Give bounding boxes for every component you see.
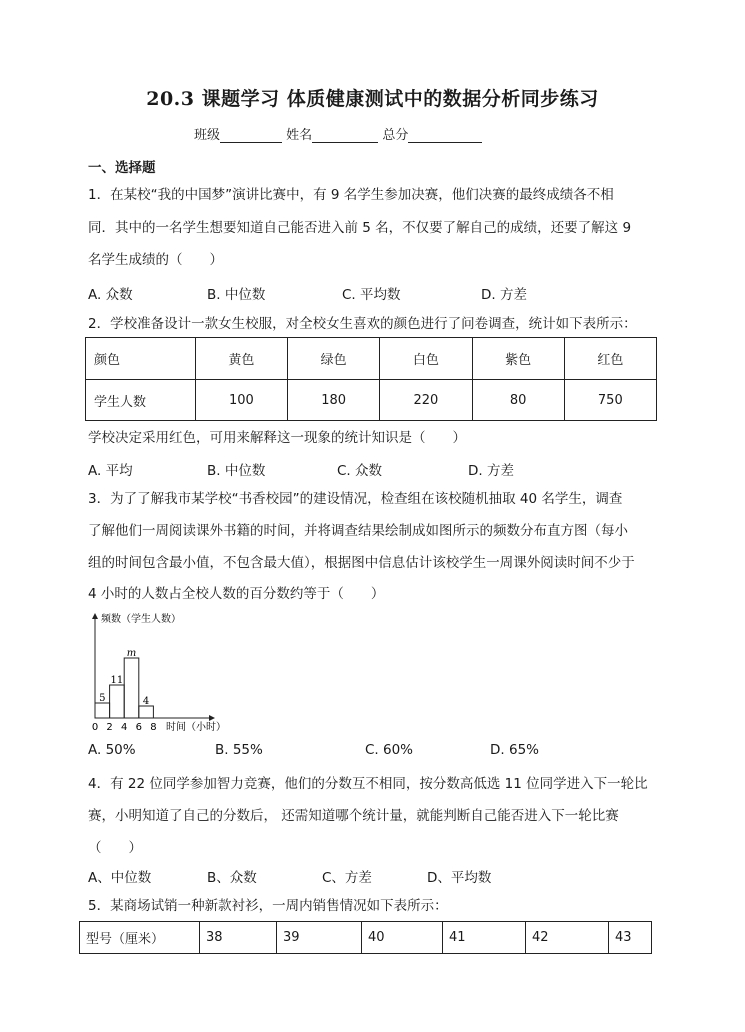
q2-option-d: D. 方差 (468, 463, 514, 479)
shirt-size-table (79, 921, 652, 954)
x-tick-label: 0 (91, 722, 99, 733)
q3-option-d: D. 65% (490, 742, 539, 758)
color-survey-table (85, 337, 657, 421)
table-cell: 紫色 (472, 338, 564, 380)
x-axis-label: 时间（小时） (166, 722, 226, 733)
bar-value-label: 5 (99, 693, 106, 704)
x-tick-label: 8 (150, 722, 157, 733)
table-cell: 40 (362, 922, 443, 954)
bar-value-label: 11 (110, 675, 124, 686)
q4-line-3: （ ） (88, 840, 142, 856)
score-label: 总分 (382, 128, 409, 143)
q3-line-3: 组的时间包含最小值，不包含最大值），根据图中信息估计该校学生一周课外阅读时间不少于 (88, 555, 635, 571)
q4-option-c: C、方差 (322, 870, 372, 886)
q4-option-a: A、中位数 (88, 870, 152, 886)
q1-option-d: D. 方差 (481, 287, 527, 303)
x-tick-label: 6 (135, 722, 142, 733)
q4-line-2: 赛，小明知道了自己的分数后， 还需知道哪个统计量，就能判断自己能否进入下一轮比赛 (88, 808, 619, 824)
q1-line-1: 1．在某校“我的中国梦”演讲比赛中，有 9 名学生参加决赛，他们决赛的最终成绩各不相 (88, 187, 614, 203)
table-cell: 180 (288, 380, 380, 421)
q3-option-b: B. 55% (215, 742, 263, 758)
page-title: 20.3 课题学习 体质健康测试中的数据分析同步练习 (146, 88, 599, 110)
table-cell: 80 (472, 380, 564, 421)
table-cell: 颜色 (86, 338, 196, 380)
q1-option-a: A. 众数 (88, 287, 133, 303)
table-cell: 220 (380, 380, 472, 421)
x-tick-label: 4 (121, 722, 128, 733)
histogram-bar (110, 685, 125, 718)
table-cell: 38 (200, 922, 277, 954)
table-row (86, 338, 657, 380)
histogram-chart (88, 608, 268, 736)
q2-after-line: 学校决定采用红色，可用来解释这一现象的统计知识是（ ） (88, 430, 466, 446)
table-cell: 43 (609, 922, 652, 954)
q3-line-2: 了解他们一周阅读课外书籍的时间，并将调查结果绘制成如图所示的频数分布直方图（每小 (88, 523, 628, 539)
name-label: 姓名 (286, 128, 313, 143)
class-label: 班级 (194, 128, 221, 143)
q4-option-b: B、众数 (207, 870, 257, 886)
q2-line: 2．学校准备设计一款女生校服，对全校女生喜欢的颜色进行了问卷调查，统计如下表所示： (88, 316, 637, 332)
q3-option-a: A. 50% (88, 742, 136, 758)
table-cell: 42 (526, 922, 609, 954)
class-blank (220, 128, 282, 143)
q2-option-a: A. 平均 (88, 463, 133, 479)
y-axis-label: 频数（学生人数） (101, 614, 181, 625)
table-row (86, 380, 657, 421)
q3-option-c: C. 60% (365, 742, 414, 758)
q2-option-c: C. 众数 (337, 463, 383, 479)
q1-line-2: 同．其中的一名学生想要知道自己能否进入前 5 名，不仅要了解自己的成绩，还要了解这 9 (88, 220, 632, 236)
table-cell: 白色 (380, 338, 472, 380)
table-cell: 红色 (564, 338, 656, 380)
q5-line: 5．某商场试销一种新款衬衫，一周内销售情况如下表所示： (88, 898, 448, 914)
section-heading: 一、选择题 (88, 160, 156, 176)
table-cell: 绿色 (288, 338, 380, 380)
x-tick-label: 2 (106, 722, 113, 733)
bar-value-label: m (126, 648, 137, 659)
table-cell: 750 (564, 380, 656, 421)
q1-option-c: C. 平均数 (342, 287, 401, 303)
q1-option-b: B. 中位数 (207, 287, 266, 303)
table-cell: 100 (195, 380, 287, 421)
q4-option-d: D、平均数 (427, 870, 492, 886)
score-blank (408, 128, 482, 143)
q3-line-1: 3．为了了解我市某学校“书香校园”的建设情况，检查组在该校随机抽取 40 名学生，调查 (88, 491, 623, 507)
bar-value-label: 4 (142, 696, 150, 707)
histogram-bar (139, 706, 154, 718)
table-row (80, 922, 652, 954)
table-cell: 学生人数 (86, 380, 196, 421)
table-cell: 39 (277, 922, 362, 954)
histogram-bar (124, 658, 139, 718)
student-info (194, 124, 482, 143)
q3-line-4: 4 小时的人数占全校人数的百分数约等于（ ） (88, 586, 385, 602)
table-cell: 41 (443, 922, 526, 954)
name-blank (312, 128, 378, 143)
q4-line-1: 4．有 22 位同学参加智力竞赛，他们的分数互不相同，按分数高低选 11 位同学进入下一轮比 (88, 776, 648, 792)
q1-line-3: 名学生成绩的（ ） (88, 252, 223, 268)
table-cell: 黄色 (195, 338, 287, 380)
q2-option-b: B. 中位数 (207, 463, 266, 479)
histogram-bar (95, 703, 110, 718)
table-cell: 型号（厘米） (80, 922, 200, 954)
